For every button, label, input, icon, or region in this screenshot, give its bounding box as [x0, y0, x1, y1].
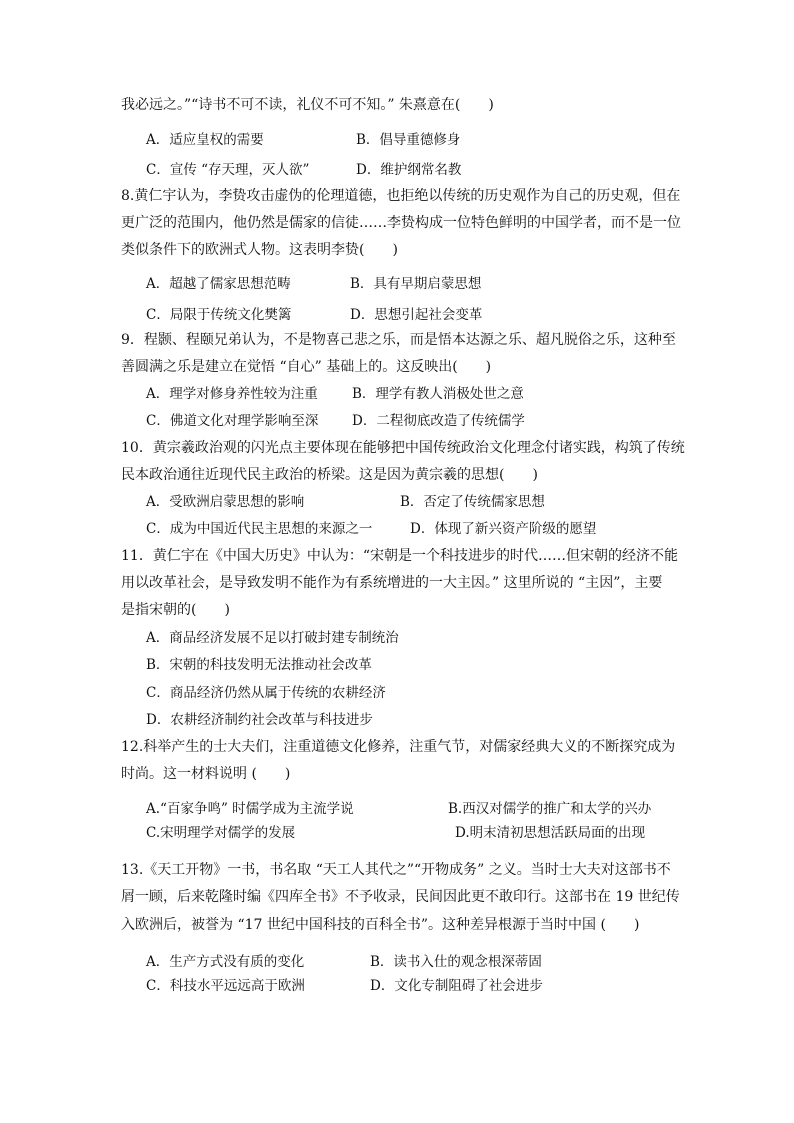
- q9-option-d: D．二程彻底改造了传统儒学: [352, 413, 525, 429]
- q11-stem-line: 用以改革社会，是导致发明不能作为有系统增进的一大主因。” 这里所说的 “主因”，主要: [121, 575, 663, 591]
- q13-stem-line: 屑一顾，后来乾隆时编《四库全书》不予收录，民间因此更不敢印行。这部书在 19 世纪传: [121, 889, 680, 905]
- q8-option-c: C．局限于传统文化樊篱: [146, 307, 292, 323]
- q10-stem-line: 民本政治通往近现代民主政治的桥梁。这是因为黄宗羲的思想( ): [121, 467, 538, 483]
- q12-option-b: B.西汉对儒学的推广和太学的兴办: [448, 801, 652, 817]
- q13-stem-line: 13.《天工开物》一书，书名取 “天工人其代之”“开物成务” 之义。当时士大夫对这部书不: [121, 862, 671, 878]
- q9-option-c: C．佛道文化对理学影响至深: [146, 413, 319, 429]
- q8-stem-line: 类似条件下的欧洲式人物。这表明李贽( ): [121, 242, 398, 258]
- q13-option-d: D．文化专制阻碍了社会进步: [370, 978, 543, 994]
- q12-stem-line: 时尚。这一材料说明 ( ): [121, 766, 291, 782]
- q9-option-a: A．理学对修身养性较为注重: [146, 386, 318, 402]
- q7-stem-line: 我必远之。”“诗书不可不读，礼仪不可不知。” 朱熹意在( ): [121, 97, 494, 113]
- q10-stem-line: 10．黄宗羲政治观的闪光点主要体现在能够把中国传统政治文化理念付诸实践，构筑了传统: [121, 440, 685, 456]
- q7-option-a: A．适应皇权的需要: [146, 132, 264, 148]
- q10-option-d: D．体现了新兴资产阶级的愿望: [410, 521, 597, 537]
- q12-option-a: A.“百家争鸣” 时儒学成为主流学说: [146, 801, 354, 817]
- q10-option-a: A．受欧洲启蒙思想的影响: [146, 494, 305, 510]
- q13-stem-line: 入欧洲后，被誉为 “17 世纪中国科技的百科全书”。这种差异根源于当时中国 ( ): [121, 917, 640, 933]
- q8-option-a: A．超越了儒家思想范畴: [146, 276, 291, 292]
- q11-stem-line: 11．黄仁宇在《中国大历史》中认为：“宋朝是一个科技进步的时代……但宋朝的经济不能: [121, 548, 678, 564]
- q13-option-c: C．科技水平远远高于欧洲: [146, 978, 305, 994]
- q9-option-b: B．理学有教人消极处世之意: [352, 386, 524, 402]
- q9-stem-line: 善圆满之乐是建立在觉悟 “自心” 基础上的。这反映出( ): [121, 359, 492, 375]
- q11-option-c: C．商品经济仍然从属于传统的农耕经济: [146, 685, 386, 701]
- q8-stem-line: 更广泛的范围内，他仍然是儒家的信徒……李贽构成一位特色鲜明的中国学者，而不是一位: [121, 215, 681, 231]
- q9-stem-line: 9．程颢、程颐兄弟认为，不是物喜己悲之乐，而是悟本达源之乐、超凡脱俗之乐，这种至: [121, 332, 676, 348]
- q12-option-d: D.明末清初思想活跃局面的出现: [455, 825, 646, 841]
- q12-stem-line: 12.科举产生的士大夫们，注重道德文化修养，注重气节，对儒家经典大义的不断探究成为: [121, 739, 676, 755]
- q11-option-a: A．商品经济发展不足以打破封建专制统治: [146, 630, 399, 646]
- q7-option-c: C．宣传 “存天理，灭人欲”: [146, 162, 310, 178]
- q8-stem-line: 8.黄仁宇认为，李贽攻击虚伪的伦理道德，也拒绝以传统的历史观作为自己的历史观，但在: [121, 188, 681, 204]
- q10-option-c: C．成为中国近代民主思想的来源之一: [146, 521, 373, 537]
- q7-option-b: B．倡导重德修身: [356, 132, 461, 148]
- q13-option-a: A．生产方式没有质的变化: [146, 954, 305, 970]
- q8-option-b: B．具有早期启蒙思想: [350, 276, 482, 292]
- q11-option-d: D．农耕经济制约社会改革与科技进步: [146, 712, 373, 728]
- q8-option-d: D．思想引起社会变革: [350, 307, 483, 323]
- q13-option-b: B．读书入仕的观念根深蒂固: [370, 954, 542, 970]
- q12-option-c: C.宋明理学对儒学的发展: [146, 825, 296, 841]
- q7-option-d: D．维护纲常名教: [356, 162, 462, 178]
- q11-option-b: B．宋朝的科技发明无法推动社会改革: [146, 657, 372, 673]
- q11-stem-line: 是指宋朝的( ): [121, 602, 230, 618]
- q10-option-b: B．否定了传统儒家思想: [400, 494, 545, 510]
